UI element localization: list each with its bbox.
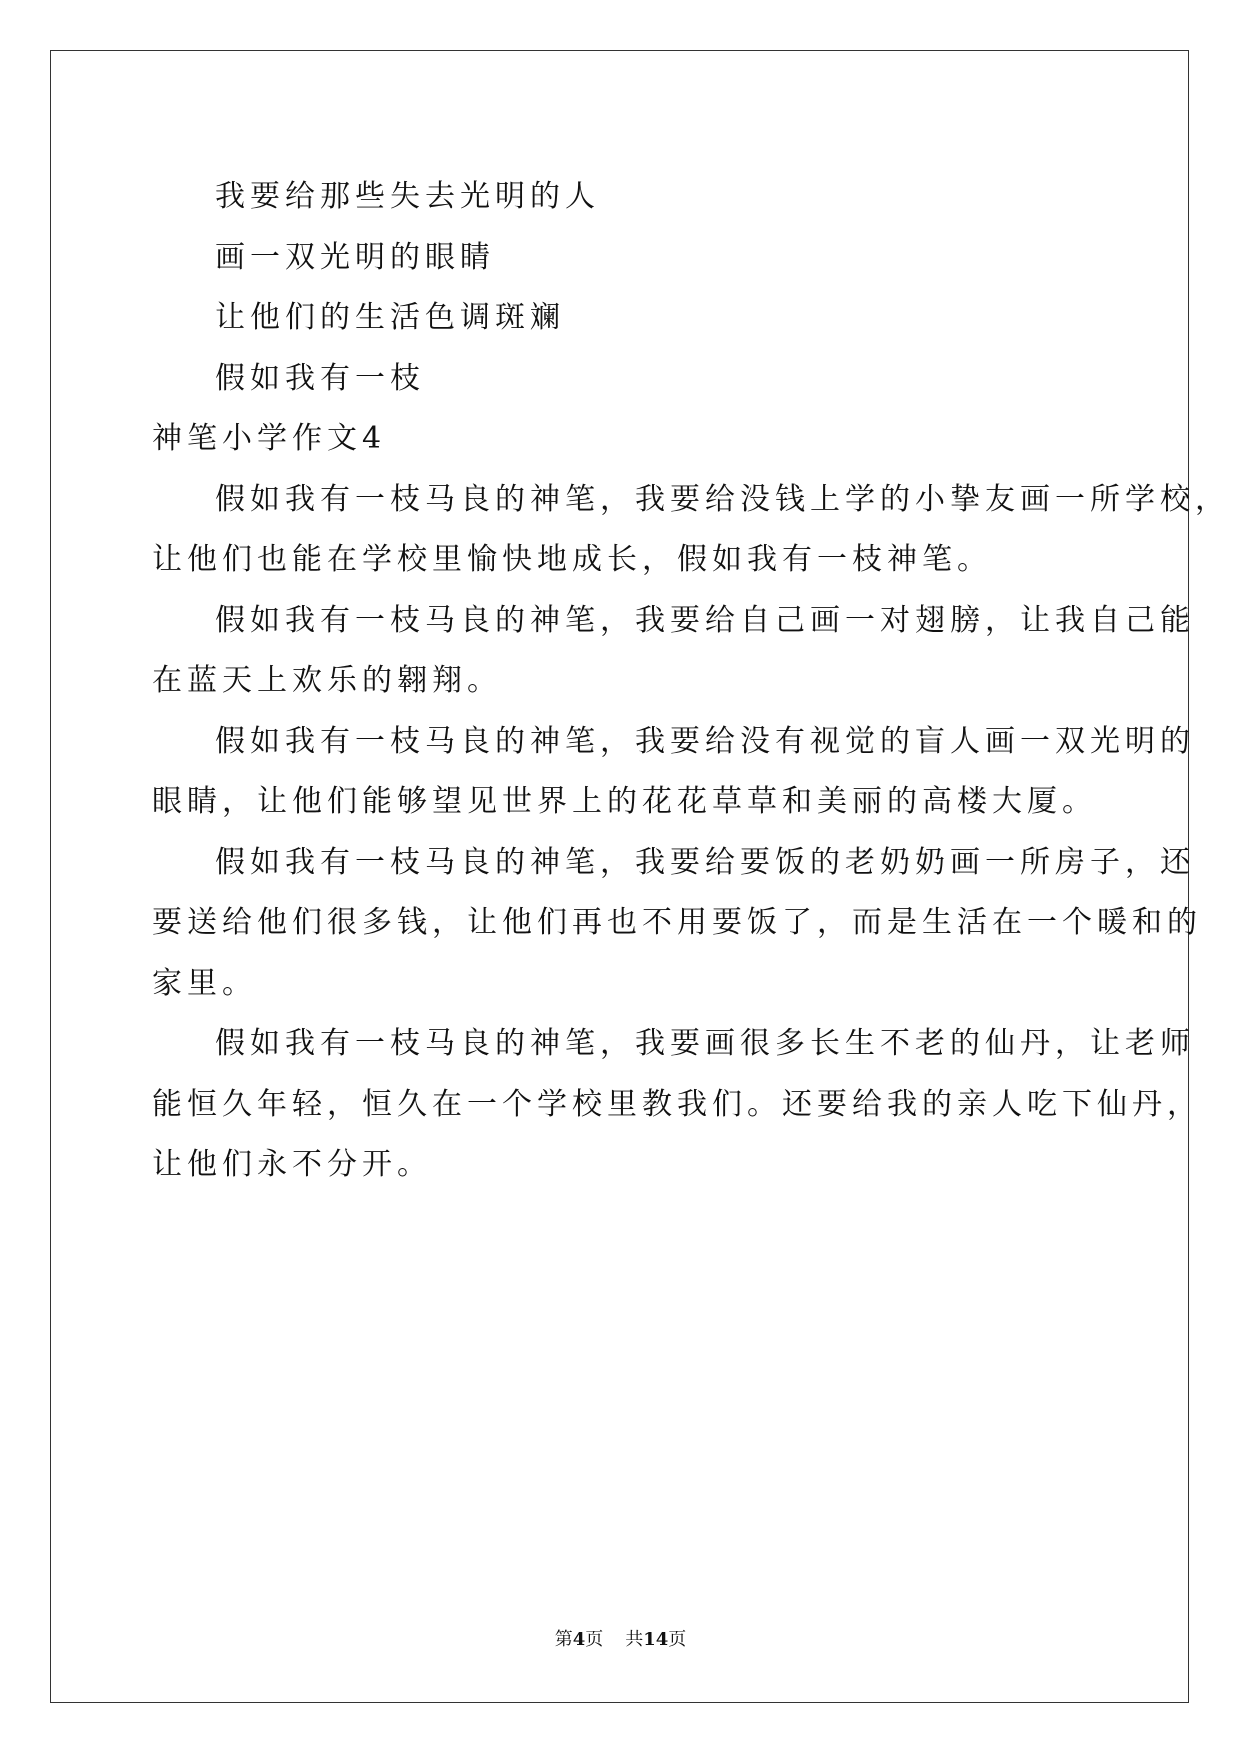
- paragraph-line: 假如我有一枝马良的神笔，我要给没有视觉的盲人画一双光明的: [215, 723, 1195, 759]
- total-pages: 14: [643, 1629, 669, 1650]
- paragraph-line: 假如我有一枝马良的神笔，我要画很多长生不老的仙丹，让老师: [215, 1026, 1195, 1061]
- page-prefix: 第: [554, 1629, 573, 1650]
- total-prefix: 共: [625, 1629, 644, 1650]
- paragraph-line: 要送给他们很多钱，让他们再也不用要饭了，而是生活在一个暖和的: [152, 905, 1202, 940]
- section-title: 神笔小学作文4: [152, 421, 387, 456]
- poem-line: 我要给那些失去光明的人: [215, 179, 600, 214]
- paragraph-line: 让他们永不分开。: [152, 1147, 432, 1182]
- paragraph-line: 假如我有一枝马良的神笔，我要给没钱上学的小挚友画一所学校，: [215, 481, 1230, 517]
- page-footer: [0, 1625, 1241, 1651]
- total-suffix: 页: [668, 1629, 687, 1650]
- poem-line: 画一双光明的眼睛: [215, 239, 495, 275]
- poem-line: 让他们的生活色调斑斓: [215, 300, 565, 335]
- paragraph-line: 眼睛，让他们能够望见世界上的花花草草和美丽的高楼大厦。: [152, 784, 1097, 819]
- page-suffix: 页: [585, 1629, 604, 1650]
- paragraph-line: 在蓝天上欢乐的翱翔。: [152, 663, 502, 698]
- paragraph-line: 家里。: [152, 965, 257, 1001]
- poem-line: 假如我有一枝: [215, 360, 425, 396]
- document-body: [152, 167, 1230, 1196]
- page-number: 4: [572, 1629, 586, 1650]
- paragraph-line: 假如我有一枝马良的神笔，我要给要饭的老奶奶画一所房子，还: [215, 844, 1195, 880]
- paragraph-line: 能恒久年轻，恒久在一个学校里教我们。还要给我的亲人吃下仙丹，: [152, 1086, 1202, 1122]
- paragraph-line: 让他们也能在学校里愉快地成长，假如我有一枝神笔。: [152, 542, 992, 577]
- paragraph-line: 假如我有一枝马良的神笔，我要给自己画一对翅膀，让我自己能: [215, 602, 1195, 638]
